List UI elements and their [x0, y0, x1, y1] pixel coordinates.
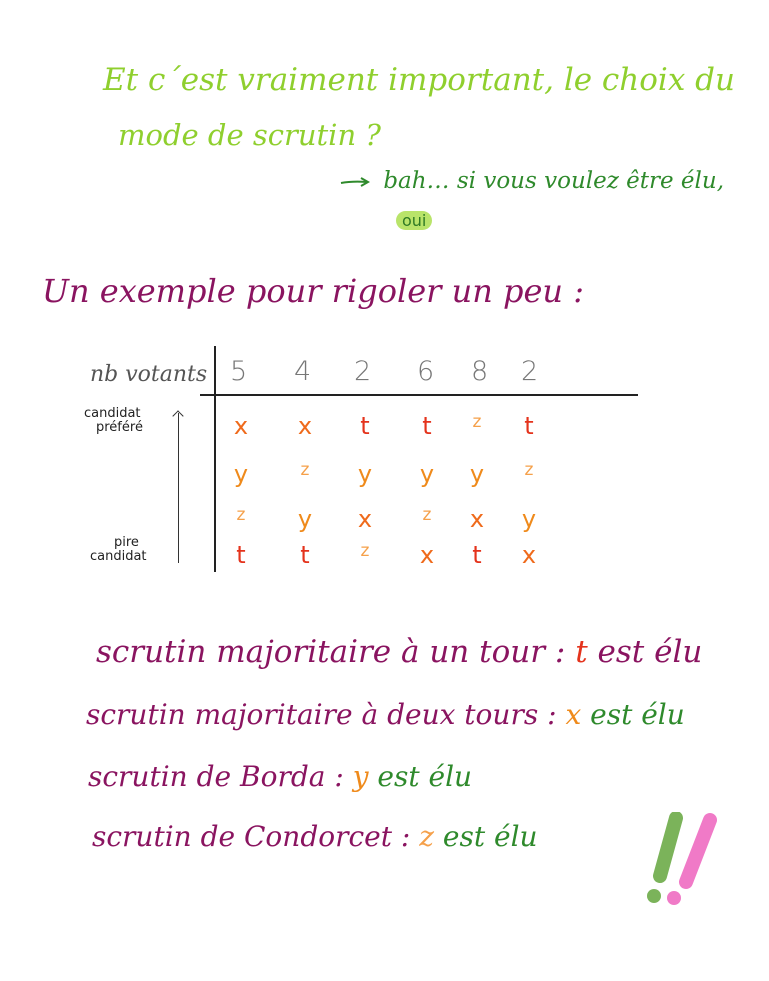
result-method-1: scrutin majoritaire à un tour :	[96, 634, 566, 670]
ranking-cell: z	[236, 505, 246, 525]
result-winner-2: x	[565, 698, 582, 731]
ranking-cell: y	[357, 460, 373, 488]
ranking-cell: y	[233, 460, 249, 488]
ranking-cell: x	[419, 541, 435, 569]
result-suffix-1: est élu	[597, 634, 703, 670]
ranking-cell: z	[300, 460, 310, 480]
answer-highlight-badge: oui	[396, 211, 432, 230]
label-preferred	[84, 407, 143, 435]
ranking-cell: z	[524, 460, 534, 480]
ranking-cell: y	[419, 460, 435, 488]
vote-count-6: 2	[521, 356, 539, 387]
result-winner-4: z	[419, 820, 434, 853]
label-preferred-line-1: candidat	[84, 406, 141, 421]
result-suffix-4: est élu	[442, 820, 538, 853]
ranking-cell: y	[521, 505, 537, 533]
result-row-2	[86, 698, 685, 731]
result-winner-3: y	[352, 760, 369, 793]
ranking-arrow-icon	[178, 413, 179, 563]
ranking-cell: t	[360, 412, 370, 440]
table-header-label: nb votants	[90, 362, 208, 387]
vote-count-1: 5	[230, 356, 248, 387]
ranking-cell: x	[357, 505, 373, 533]
ranking-cell: x	[297, 412, 313, 440]
label-worst-line-1: pire	[114, 535, 139, 550]
label-preferred-line-2: préféré	[96, 420, 143, 435]
label-worst	[90, 536, 147, 564]
question-line-2: mode de scrutin ?	[118, 118, 381, 152]
vote-count-5: 8	[471, 356, 489, 387]
ranking-cell: t	[472, 541, 482, 569]
ranking-cell: t	[422, 412, 432, 440]
example-title: Un exemple pour rigoler un peu :	[42, 272, 584, 310]
answer-text: bah… si vous voulez être élu,	[383, 168, 725, 194]
vote-count-3: 2	[354, 356, 372, 387]
ranking-cell: z	[422, 505, 432, 525]
ranking-cell: y	[297, 505, 313, 533]
vote-count-2: 4	[294, 356, 312, 387]
question-line-1: Et c´est vraiment important, le choix du	[103, 62, 735, 98]
result-method-3: scrutin de Borda :	[88, 760, 344, 793]
result-row-4	[92, 820, 538, 853]
result-suffix-3: est élu	[377, 760, 473, 793]
result-winner-1: t	[575, 634, 588, 670]
result-row-1	[96, 634, 702, 670]
ranking-cell: y	[469, 460, 485, 488]
label-worst-line-2: candidat	[90, 549, 147, 564]
vote-count-4: 6	[417, 356, 435, 387]
result-method-2: scrutin majoritaire à deux tours :	[86, 698, 557, 731]
ranking-cell: t	[300, 541, 310, 569]
answer-line	[340, 168, 724, 194]
ranking-cell: z	[472, 412, 482, 432]
ranking-cell: x	[233, 412, 249, 440]
ranking-cell: x	[521, 541, 537, 569]
result-method-4: scrutin de Condorcet :	[92, 820, 411, 853]
ranking-cell: t	[524, 412, 534, 440]
ranking-cell: t	[236, 541, 246, 569]
arrow-right-icon	[340, 168, 370, 194]
result-suffix-2: est élu	[590, 698, 685, 731]
table-horizontal-divider	[200, 394, 638, 396]
result-row-3	[88, 760, 472, 793]
table-vertical-divider	[214, 346, 216, 572]
ranking-cell: z	[360, 541, 370, 561]
double-exclamation-icon	[642, 812, 722, 911]
ranking-cell: x	[469, 505, 485, 533]
